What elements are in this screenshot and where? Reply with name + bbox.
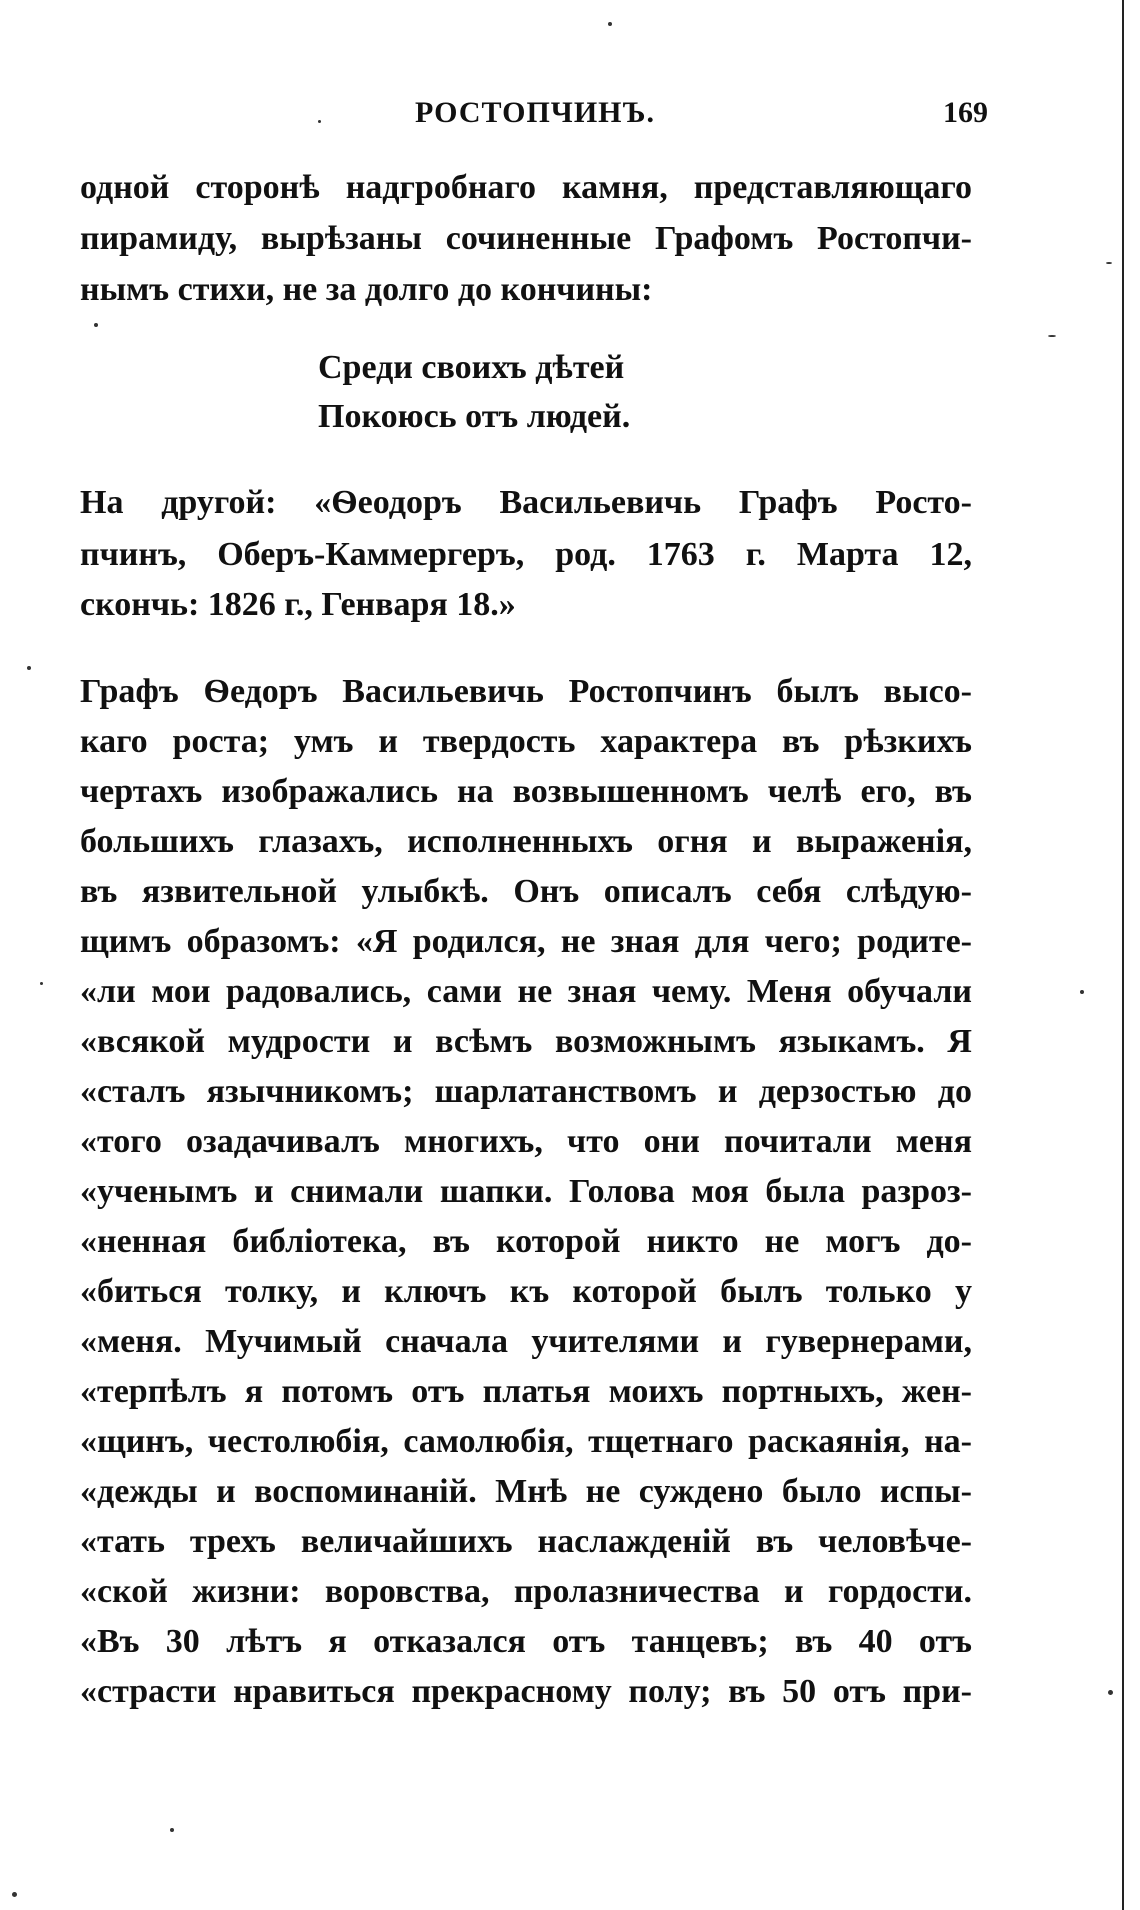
running-head (80, 96, 988, 136)
scan-speck (94, 323, 98, 327)
scan-speck (608, 22, 612, 26)
inscription-line: скончь: 1826 г., Генваря 18.» (80, 586, 516, 623)
body-line: «страсти нравиться прекрасному полу; въ 50 отъ при- (80, 1673, 972, 1710)
body-line: «Въ 30 лѣтъ я отказался отъ танцевъ; въ 40 отъ (80, 1623, 972, 1660)
body-line: «того озадачивалъ многихъ, что они почитали меня (80, 1123, 972, 1160)
inscription-line: пчинъ, Оберъ-Каммергеръ, род. 1763 г. Марта 12, (80, 536, 972, 573)
scan-speck (27, 666, 31, 670)
scan-speck (1080, 990, 1084, 994)
body-line: «ученымъ и снимали шапки. Голова моя была разроз- (80, 1173, 972, 1210)
body-line: каго роста; умъ и твердость характера въ рѣзкихъ (80, 723, 972, 760)
running-title: РОСТОПЧИНЪ. (415, 96, 655, 129)
body-line: щимъ образомъ: «Я родился, не зная для чего; родите- (80, 923, 972, 960)
body-line: «щинъ, честолюбія, самолюбія, тщетнаго раскаянія, на- (80, 1423, 972, 1460)
verse-line: Покоюсь отъ людей. (318, 398, 631, 435)
intro-line: одной сторонѣ надгробнаго камня, представляющаго (80, 169, 972, 206)
scan-speck (1106, 262, 1112, 264)
intro-line: нымъ стихи, не за долго до кончины: (80, 271, 653, 308)
verse-line: Среди своихъ дѣтей (318, 349, 625, 386)
scan-speck (318, 120, 321, 123)
scan-speck (1048, 335, 1056, 337)
inscription-line: На другой: «Ѳеодоръ Васильевичь Графъ Росто- (80, 484, 972, 521)
body-line: «всякой мудрости и всѣмъ возможнымъ языкамъ. Я (80, 1023, 972, 1060)
scan-speck (40, 982, 43, 985)
body-line: «тать трехъ величайшихъ наслажденій въ человѣче- (80, 1523, 972, 1560)
page-edge-rule (1122, 0, 1124, 1910)
body-line: «меня. Мучимый сначала учителями и гувернерами, (80, 1323, 972, 1360)
intro-line: пирамиду, вырѣзаны сочиненные Графомъ Ростопчи- (80, 220, 972, 257)
body-line: «биться толку, и ключъ къ которой былъ только у (80, 1273, 972, 1310)
body-line: Графъ Ѳедоръ Васильевичь Ростопчинъ былъ высо- (80, 673, 972, 710)
scan-speck (1108, 1690, 1113, 1695)
scan-speck (170, 1828, 174, 1832)
body-line: большихъ глазахъ, исполненныхъ огня и выраженія, (80, 823, 972, 860)
body-line: «ли мои радовались, сами не зная чему. Меня обучали (80, 973, 972, 1010)
body-line: «ненная библіотека, въ которой никто не могъ до- (80, 1223, 972, 1260)
body-line: «ской жизни: воровства, пролазничества и гордости. (80, 1573, 972, 1610)
body-line: «сталъ язычникомъ; шарлатанствомъ и дерзостью до (80, 1073, 972, 1110)
body-line: «терпѣлъ я потомъ отъ платья моихъ портныхъ, жен- (80, 1373, 972, 1410)
page-number: 169 (943, 96, 988, 129)
body-line: въ язвительной улыбкѣ. Онъ описалъ себя слѣдую- (80, 873, 972, 910)
body-line: «дежды и воспоминаній. Мнѣ не суждено было испы- (80, 1473, 972, 1510)
body-line: чертахъ изображались на возвышенномъ челѣ его, въ (80, 773, 972, 810)
scan-speck (12, 1892, 17, 1897)
